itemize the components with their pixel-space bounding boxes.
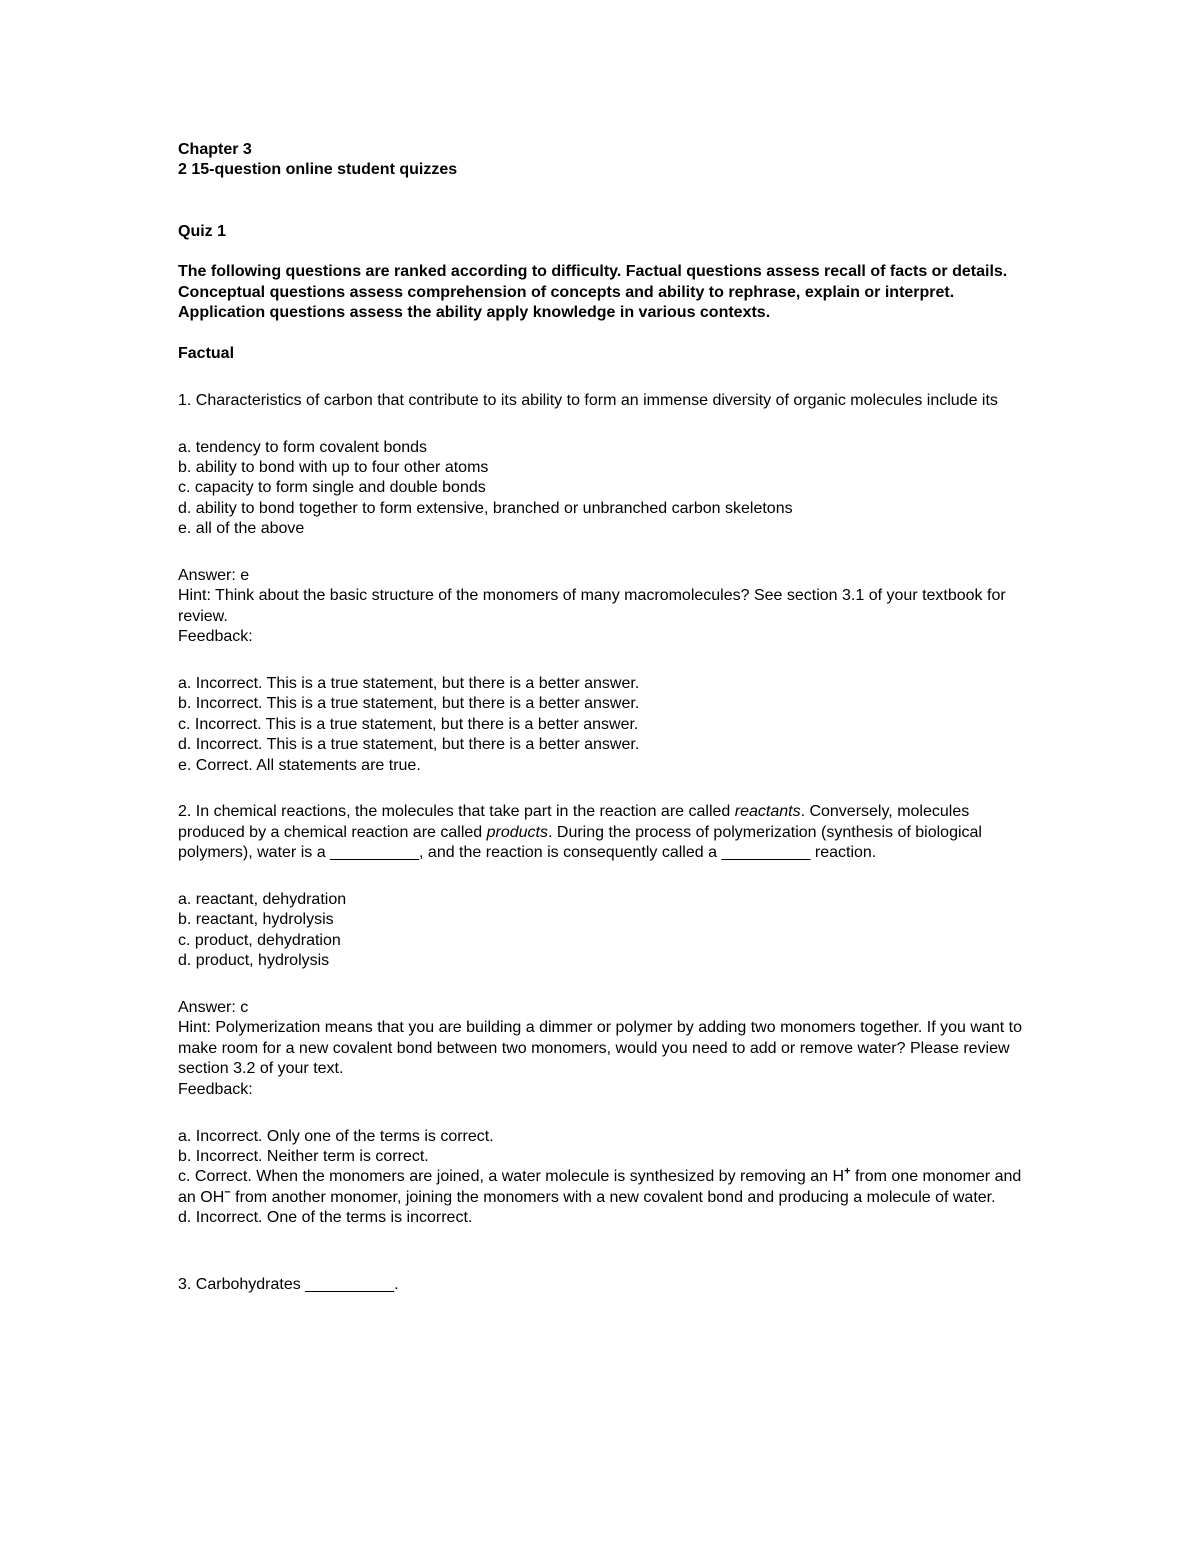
term-reactants: reactants xyxy=(734,803,801,821)
question-2-option-a: a. reactant, dehydration xyxy=(178,891,347,909)
question-1-option-b: b. ability to bond with up to four other atoms xyxy=(178,459,489,476)
question-1-feedback-d: d. Incorrect. This is a true statement, but there is a better answer. xyxy=(178,736,640,754)
question-1-hint: Hint: Think about the basic structure of the monomers of many macromolecules? See section 3.1 of your textbook for review. xyxy=(178,587,1006,625)
document-page xyxy=(178,140,1038,1296)
question-2-feedback-d: d. Incorrect. One of the terms is incorrect. xyxy=(178,1209,473,1227)
question-1-option-c: c. capacity to form single and double bonds xyxy=(178,479,486,497)
question-1-feedback-a: a. Incorrect. This is a true statement, but there is a better answer. xyxy=(178,675,640,693)
question-1-option-e: e. all of the above xyxy=(178,520,305,538)
question-2-option-b: b. reactant, hydrolysis xyxy=(178,911,334,929)
question-2-feedback-c: c. Correct. When the monomers are joined, a water molecule is synthesized by removing an H+ from one monomer and an OH− from another monomer, joining the monomers with a new covalent bond and producing a molecule of water. xyxy=(178,1165,1022,1206)
question-3-stem: 3. Carbohydrates __________. xyxy=(178,1276,399,1294)
question-2-feedback-a: a. Incorrect. Only one of the terms is correct. xyxy=(178,1127,494,1145)
document-subtitle: 2 15-question online student quizzes xyxy=(178,161,458,179)
question-1-feedback-e: e. Correct. All statements are true. xyxy=(178,756,421,774)
question-2-feedback-label: Feedback: xyxy=(178,1080,253,1098)
question-1-option-d: d. ability to bond together to form extensive, branched or unbranched carbon skeletons xyxy=(178,499,793,517)
question-1-feedback-b: b. Incorrect. This is a true statement, but there is a better answer. xyxy=(178,695,640,713)
term-products: products xyxy=(486,823,548,841)
section-heading: Factual xyxy=(178,345,235,362)
question-1-feedback-label: Feedback: xyxy=(178,628,253,646)
intro-paragraph: The following questions are ranked according to difficulty. Factual questions assess recall of facts or details. Conceptual questions assess comprehension of concepts and ability to rephrase, explain or interpret. Application questions assess the ability apply knowledge in various contexts. xyxy=(178,263,1008,322)
question-2-answer: Answer: c xyxy=(178,999,249,1017)
question-2-hint: Hint: Polymerization means that you are building a dimmer or polymer by adding two monomers together. If you want to make room for a new covalent bond between two monomers, would you need to add or remove water? Please review section 3.2 of your text. xyxy=(178,1019,1022,1078)
superscript-plus: + xyxy=(844,1165,851,1178)
chapter-title: Chapter 3 xyxy=(178,141,252,158)
question-1-option-a: a. tendency to form covalent bonds xyxy=(178,438,428,456)
question-2-stem: 2. In chemical reactions, the molecules that take part in the reaction are called reactants. Conversely, molecules produced by a chemical reaction are called products. During the process of polymerization (synthesis of biological polymers), water is a __________, and the reaction is consequently called a __________ reaction. xyxy=(178,803,982,862)
question-2-option-d: d. product, hydrolysis xyxy=(178,952,330,970)
question-2-option-c: c. product, dehydration xyxy=(178,931,341,949)
question-2-feedback-b: b. Incorrect. Neither term is correct. xyxy=(178,1147,429,1165)
question-1-stem: 1. Characteristics of carbon that contribute to its ability to form an immense diversity of organic molecules include its xyxy=(178,391,998,409)
superscript-minus: − xyxy=(224,1186,231,1199)
quiz-title: Quiz 1 xyxy=(178,222,227,240)
question-1-answer: Answer: e xyxy=(178,567,250,585)
question-1-feedback-c: c. Incorrect. This is a true statement, but there is a better answer. xyxy=(178,715,639,733)
